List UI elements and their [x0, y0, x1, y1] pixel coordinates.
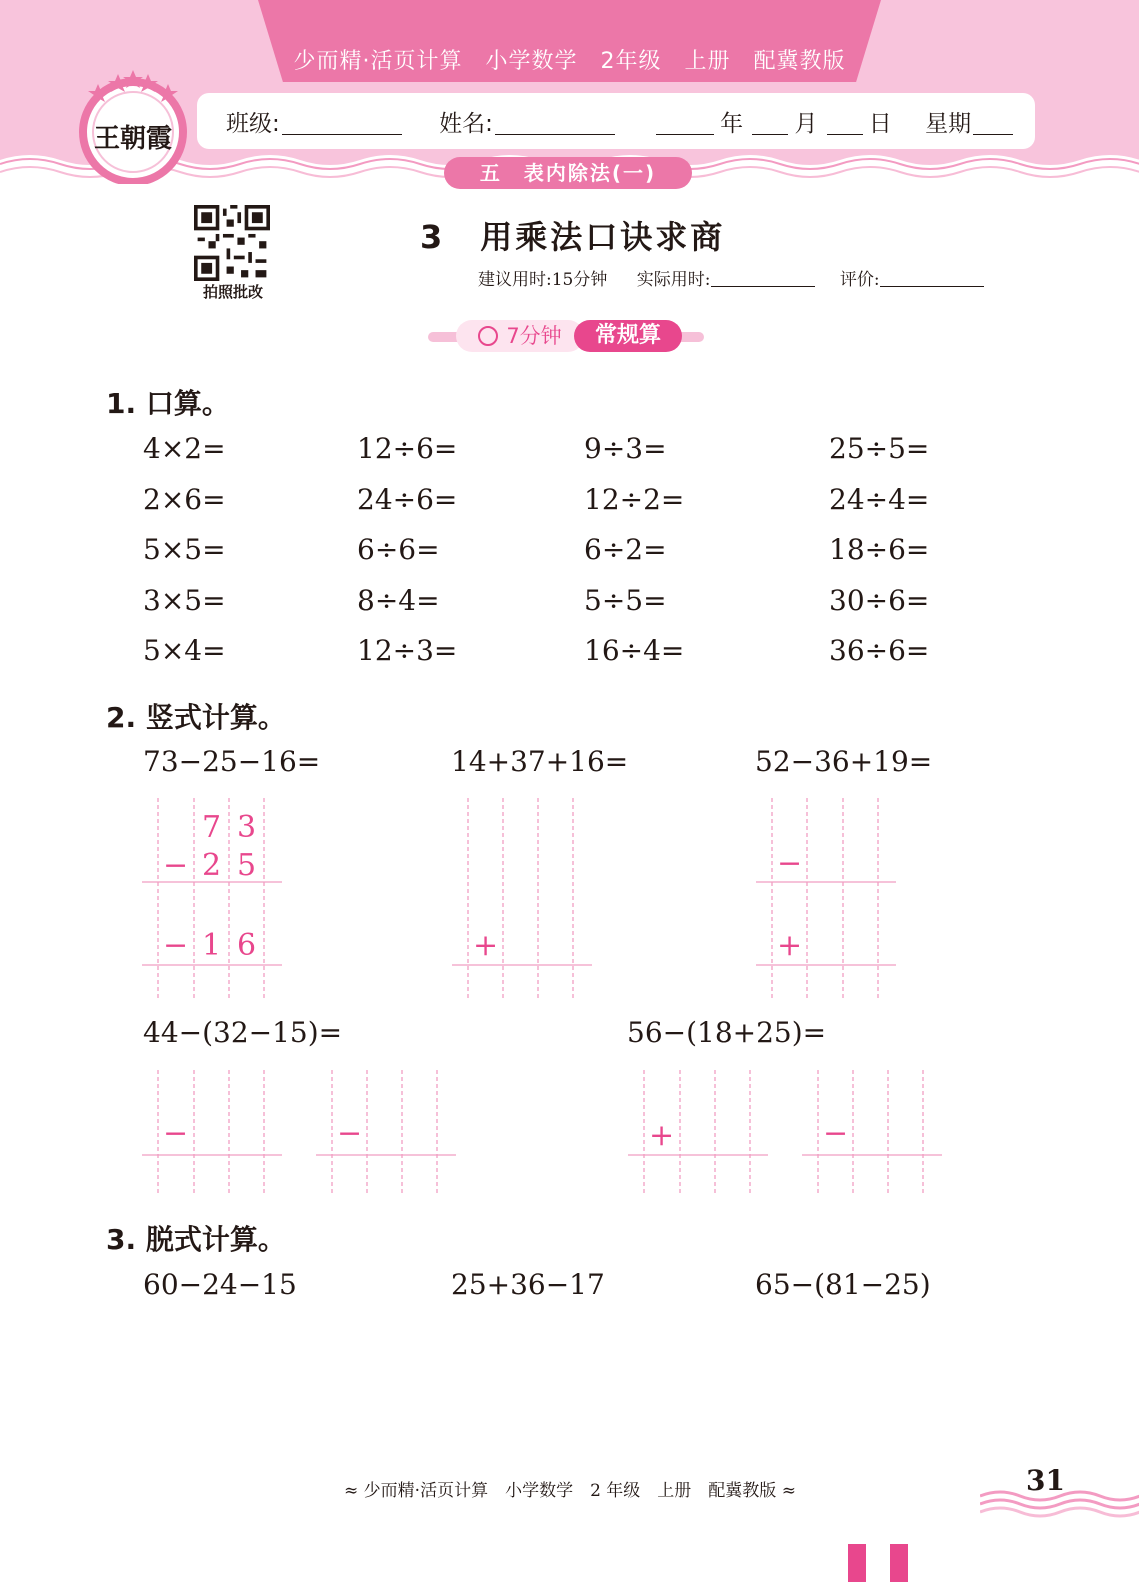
plus-sign: + — [473, 928, 499, 963]
minus-sign: − — [777, 846, 803, 881]
oral-problem: 16÷4= — [584, 634, 685, 667]
stepwise-problem: 25+36−17 — [451, 1268, 605, 1301]
section1-heading: 1. 口算。 — [106, 387, 230, 420]
month-label: 月 — [794, 111, 818, 137]
minus-sign: − — [163, 928, 189, 963]
oral-problem: 3×5= — [143, 583, 226, 617]
stepwise-problem: 65−(81−25) — [755, 1268, 931, 1301]
example-digit: 7 — [202, 810, 222, 845]
example-digit: 2 — [202, 848, 222, 883]
page-edge-tab — [848, 1544, 866, 1582]
example-digit: 6 — [237, 928, 257, 963]
section3-heading: 3. 脱式计算。 — [106, 1223, 286, 1256]
minus-sign: − — [823, 1116, 849, 1151]
stepwise-problem: 60−24−15 — [143, 1268, 297, 1301]
example-digit: 3 — [237, 810, 257, 845]
lesson-title: 3 用乘法口诀求商 — [420, 218, 726, 256]
oral-problem: 24÷6= — [357, 482, 458, 516]
oral-problem: 12÷2= — [584, 482, 685, 516]
footer-text: ≈ 少而精·活页计算 小学数学 2 年级 上册 配冀教版 ≈ — [344, 1481, 796, 1501]
class-label: 班级: — [226, 111, 280, 137]
logo-text: 王朝霞 — [93, 124, 172, 154]
timer-tag: 常规算 — [574, 320, 682, 352]
oral-problem: 18÷6= — [829, 533, 930, 566]
oral-problem: 24÷4= — [829, 482, 930, 516]
oral-problem: 5÷5= — [584, 583, 667, 617]
oral-problem: 8÷4= — [357, 583, 440, 617]
vertical-problem: 73−25−16= — [143, 745, 321, 778]
oral-problem: 2×6= — [143, 482, 226, 516]
page-number: 31 — [1026, 1464, 1065, 1497]
oral-problem: 12÷3= — [357, 634, 458, 667]
oral-problem: 5×4= — [143, 634, 226, 667]
year-label: 年 — [720, 111, 744, 137]
oral-problem: 36÷6= — [829, 634, 930, 667]
oral-problem: 9÷3= — [584, 432, 667, 465]
oral-problem: 12÷6= — [357, 432, 458, 465]
plus-sign: + — [649, 1118, 675, 1153]
timer-duration: 7分钟 — [456, 320, 584, 352]
qr-label: 拍照批改 — [202, 283, 263, 301]
suggested-time: 建议用时:15分钟 — [478, 270, 608, 290]
example-digit: 5 — [237, 848, 257, 883]
chapter-badge: 五 表内除法(一) — [444, 157, 692, 189]
vertical-problem: 52−36+19= — [755, 745, 933, 778]
series-title: 少而精·活页计算 小学数学 2年级 上册 配冀教版 — [293, 49, 846, 74]
day-label: 日 — [868, 111, 892, 137]
oral-problem: 25÷5= — [829, 432, 930, 465]
vertical-problem: 56−(18+25)= — [627, 1016, 827, 1049]
oral-problem: 5×5= — [143, 533, 226, 566]
page-edge-tab — [890, 1544, 908, 1582]
oral-problem: 4×2= — [143, 432, 226, 465]
vertical-problem: 14+37+16= — [451, 745, 629, 778]
actual-time-label: 实际用时: — [636, 270, 711, 290]
oral-problem: 30÷6= — [829, 583, 930, 617]
weekday-label: 星期 — [925, 111, 972, 137]
oral-problem: 6÷6= — [357, 533, 440, 566]
minus-sign: − — [163, 1116, 189, 1151]
evaluation-label: 评价: — [839, 270, 880, 290]
oral-problem: 6÷2= — [584, 533, 667, 566]
example-digit: 1 — [202, 928, 222, 963]
vertical-problem: 44−(32−15)= — [143, 1016, 343, 1049]
plus-sign: + — [777, 928, 803, 963]
minus-sign: − — [337, 1116, 363, 1151]
minus-sign: − — [163, 848, 189, 883]
name-label: 姓名: — [439, 111, 493, 137]
section2-heading: 2. 竖式计算。 — [106, 701, 286, 734]
